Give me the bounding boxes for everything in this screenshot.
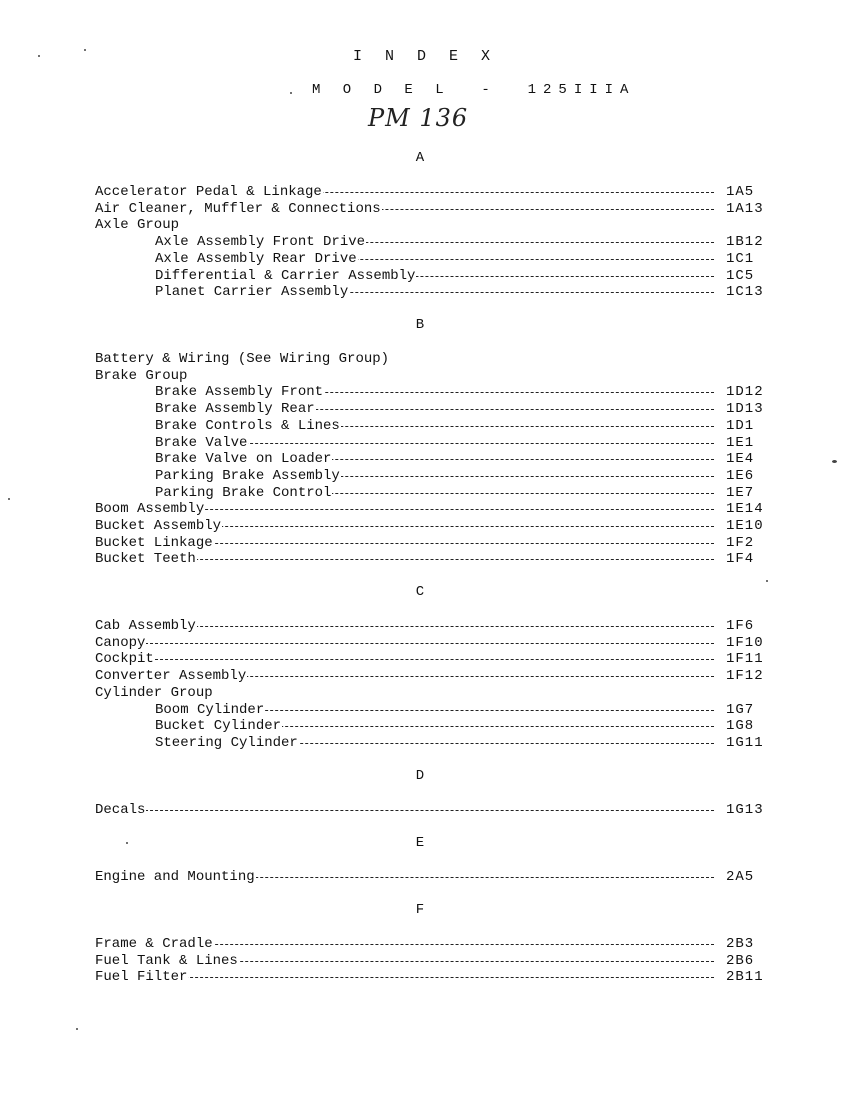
index-entry <box>95 201 776 217</box>
entry-page-ref: 1D12 <box>726 384 764 401</box>
index-entry <box>95 936 776 952</box>
entry-label: Cockpit <box>95 651 154 668</box>
index-entry <box>95 969 776 985</box>
dot-leader <box>135 810 714 811</box>
entry-page-ref: 1D13 <box>726 401 764 418</box>
entry-page-ref: 1F10 <box>726 634 764 651</box>
section-letter: D <box>415 768 425 784</box>
index-entry <box>95 685 776 701</box>
dot-leader <box>135 659 714 660</box>
entry-label: Cylinder Group <box>95 684 213 701</box>
index-entry <box>95 351 776 367</box>
entry-label: Battery & Wiring (See Wiring Group) <box>95 351 390 367</box>
scan-speck <box>832 460 837 463</box>
entry-label: Boom Assembly <box>95 501 205 518</box>
entry-page-ref: 1E14 <box>726 501 764 518</box>
scan-speck <box>766 580 768 582</box>
entry-page-ref: 1F4 <box>726 551 755 568</box>
dot-leader <box>135 543 714 544</box>
index-entry <box>155 268 776 284</box>
page-title: I N D E X <box>352 48 497 65</box>
entry-page-ref: 1D1 <box>726 417 755 434</box>
entry-page-ref: 2A5 <box>726 869 755 885</box>
entry-label: Cab Assembly <box>95 618 196 634</box>
entry-label: Planet Carrier Assembly <box>155 284 349 301</box>
index-entry <box>95 501 776 517</box>
index-entry <box>95 953 776 969</box>
entry-page-ref: 1F11 <box>726 651 764 668</box>
entry-page-ref: 1G11 <box>726 734 764 751</box>
entry-label: Differential & Carrier Assembly <box>155 267 416 284</box>
scan-speck <box>126 842 128 844</box>
entry-label: Accelerator Pedal & Linkage <box>95 184 322 200</box>
index-entry <box>95 651 776 667</box>
entry-label: Converter Assembly <box>95 668 247 685</box>
index-entry <box>155 485 776 501</box>
dot-leader <box>135 559 714 560</box>
entry-label: Bucket Linkage <box>95 534 213 551</box>
entry-label: Brake Assembly Rear <box>155 401 315 418</box>
index-entry <box>155 702 776 718</box>
entry-page-ref: 1E6 <box>726 467 755 484</box>
index-entry <box>155 384 776 400</box>
index-entry <box>155 251 776 267</box>
index-entry <box>95 368 776 384</box>
entry-label: Brake Controls & Lines <box>155 417 340 434</box>
index-entry <box>155 418 776 434</box>
dot-leader <box>135 977 714 978</box>
dot-leader <box>135 944 714 945</box>
index-entry <box>95 802 776 818</box>
entry-page-ref: 2B11 <box>726 969 764 986</box>
dot-leader <box>135 643 714 644</box>
section-letter: A <box>415 150 425 166</box>
entry-label: Bucket Cylinder <box>155 718 282 735</box>
entry-page-ref: 2B6 <box>726 952 755 969</box>
dot-leader <box>195 710 714 711</box>
index-entry <box>155 451 776 467</box>
index-entry <box>95 518 776 534</box>
scan-speck <box>8 498 10 500</box>
index-entry <box>95 535 776 551</box>
entry-page-ref: 1E4 <box>726 451 755 468</box>
entry-label: Boom Cylinder <box>155 701 265 718</box>
dot-leader <box>195 443 714 444</box>
index-entry <box>155 401 776 417</box>
section-letter: C <box>415 584 425 600</box>
index-entry <box>95 618 776 634</box>
entry-page-ref: 1C5 <box>726 267 755 284</box>
entry-label: Brake Valve on Loader <box>155 451 332 468</box>
entry-page-ref: 1G13 <box>726 802 764 818</box>
entry-label: Air Cleaner, Muffler & Connections <box>95 200 381 217</box>
index-entry <box>155 435 776 451</box>
entry-page-ref: 1E10 <box>726 518 764 534</box>
entry-label: Canopy <box>95 634 146 651</box>
entry-page-ref: 1B12 <box>726 234 764 251</box>
entry-label: Fuel Tank & Lines <box>95 952 238 969</box>
dot-leader <box>135 626 714 627</box>
entry-page-ref: 1F2 <box>726 534 755 551</box>
dot-leader <box>135 509 714 510</box>
entry-page-ref: 1E7 <box>726 484 755 501</box>
entry-label: Parking Brake Assembly <box>155 467 340 484</box>
entry-label: Steering Cylinder <box>155 734 298 751</box>
entry-label: Bucket Assembly <box>95 518 222 534</box>
index-entry <box>155 234 776 250</box>
entry-label: Fuel Filter <box>95 969 188 986</box>
entry-page-ref: 1F12 <box>726 668 764 685</box>
entry-label: Bucket Teeth <box>95 551 196 568</box>
scan-speck <box>38 55 40 57</box>
scan-speck <box>76 1028 78 1030</box>
index-entry <box>155 718 776 734</box>
section-letter: B <box>415 317 425 333</box>
entry-page-ref: 1E1 <box>726 434 755 451</box>
entry-page-ref: 1C1 <box>726 250 755 267</box>
index-entry <box>95 869 776 885</box>
entry-label: Brake Valve <box>155 434 248 451</box>
entry-label: Engine and Mounting <box>95 869 255 885</box>
index-entry <box>95 217 776 233</box>
scan-speck <box>290 92 292 94</box>
section-letter: E <box>415 835 425 851</box>
entry-label: Axle Group <box>95 217 180 234</box>
entry-label: Axle Assembly Rear Drive <box>155 250 357 267</box>
entry-label: Decals <box>95 802 146 818</box>
handwritten-note: PM 136 <box>368 104 469 132</box>
entry-label: Brake Assembly Front <box>155 384 324 401</box>
entry-page-ref: 2B3 <box>726 936 755 952</box>
entry-page-ref: 1A5 <box>726 184 755 200</box>
scan-speck <box>84 49 86 51</box>
entry-page-ref: 1G8 <box>726 718 755 735</box>
entry-label: Axle Assembly Front Drive <box>155 234 366 251</box>
entry-label: Parking Brake Control <box>155 484 332 501</box>
entry-label: Brake Group <box>95 367 188 384</box>
index-entry <box>95 551 776 567</box>
index-entry <box>155 284 776 300</box>
model-heading: M O D E L - 125IIIA <box>312 82 636 98</box>
entry-label: Frame & Cradle <box>95 936 213 952</box>
entry-page-ref: 1C13 <box>726 284 764 301</box>
entry-page-ref: 1G7 <box>726 701 755 718</box>
entry-page-ref: 1A13 <box>726 200 764 217</box>
section-letter: F <box>415 902 425 918</box>
entry-page-ref: 1F6 <box>726 618 755 634</box>
index-entry <box>95 635 776 651</box>
index-entry <box>155 735 776 751</box>
index-entry <box>95 184 776 200</box>
index-entry <box>155 468 776 484</box>
index-entry <box>95 668 776 684</box>
